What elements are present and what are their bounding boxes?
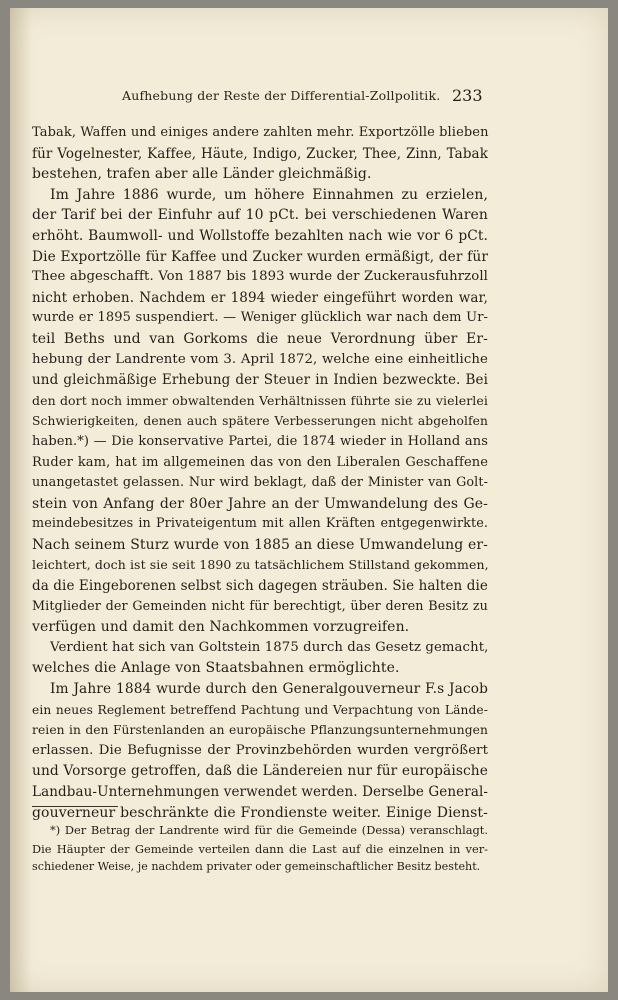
text-line: hebung der Landrente vom 3. April 1872, welche eine einheitliche bbox=[32, 351, 488, 367]
text-line: Im Jahre 1884 wurde durch den Generalgouverneur F.s Jacob bbox=[50, 681, 488, 698]
text-line: haben.*) — Die konservative Partei, die 1874 wieder in Holland ans bbox=[32, 433, 488, 449]
text-line: Die Exportzölle für Kaffee und Zucker wurden ermäßigt, der für bbox=[32, 248, 488, 265]
footnote bbox=[32, 821, 488, 877]
text-line: Ruder kam, hat im allgemeinen das von den Liberalen Geschaffene bbox=[32, 454, 488, 470]
page-number: 233 bbox=[452, 86, 483, 105]
text-line: Nach seinem Sturz wurde von 1885 an diese Umwandelung er- bbox=[32, 536, 488, 553]
text-line: bestehen, trafen aber alle Länder gleichmäßig. bbox=[32, 166, 372, 183]
body-text bbox=[32, 123, 488, 823]
footnote-line: Die Häupter der Gemeinde verteilen dann die Last auf die einzelnen in ver- bbox=[32, 841, 488, 856]
text-line: erlassen. Die Befugnisse der Provinzbehörden wurden vergrößert bbox=[32, 742, 488, 758]
text-line: ein neues Reglement betreffend Pachtung und Verpachtung von Lände- bbox=[32, 702, 488, 717]
text-line: Mitglieder der Gemeinden nicht für berechtigt, über deren Besitz zu bbox=[32, 598, 488, 614]
text-line: reien in den Fürstenlanden an europäische Pflanzungsunternehmungen bbox=[32, 723, 488, 738]
text-line: Verdient hat sich van Goltstein 1875 durch das Gesetz gemacht, bbox=[50, 639, 489, 655]
text-line: unangetastet gelassen. Nur wird beklagt, daß der Minister van Golt- bbox=[32, 475, 488, 491]
text-line: für Vogelnester, Kaffee, Häute, Indigo, Zucker, Thee, Zinn, Tabak bbox=[32, 145, 488, 162]
text-line: Landbau-Unternehmungen verwendet werden. Derselbe General- bbox=[32, 784, 489, 800]
text-line: meindebesitzes in Privateigentum mit allen Kräften entgegenwirkte. bbox=[32, 516, 488, 532]
text-line: den dort noch immer obwaltenden Verhältnissen führte sie zu vielerlei bbox=[32, 392, 488, 408]
text-line: erhöht. Baumwoll- und Wollstoffe bezahlten nach wie vor 6 pCt. bbox=[32, 227, 488, 244]
text-line: Thee abgeschafft. Von 1887 bis 1893 wurde der Zuckerausfuhrzoll bbox=[32, 269, 488, 285]
text-line: welches die Anlage von Staatsbahnen ermöglichte. bbox=[32, 660, 400, 677]
text-line: da die Eingeborenen selbst sich dagegen sträuben. Sie halten die bbox=[32, 578, 488, 595]
text-line: leichtert, doch ist sie seit 1890 zu tatsächlichem Stillstand gekommen, bbox=[32, 557, 489, 573]
text-line: Schwierigkeiten, denen auch spätere Verbesserungen nicht abgeholfen bbox=[32, 414, 488, 429]
text-line: verfügen und damit den Nachkommen vorzugreifen. bbox=[32, 619, 410, 636]
running-header: Aufhebung der Reste der Differential-Zollpolitik. bbox=[122, 88, 441, 103]
footnote-line: schiedener Weise, je nachdem privater oder gemeinschaftlicher Besitz besteht. bbox=[32, 860, 481, 874]
text-line: stein von Anfang der 80er Jahre an der Umwandelung des Ge- bbox=[32, 495, 488, 512]
book-page bbox=[10, 8, 608, 992]
page-gutter-shadow bbox=[10, 8, 32, 992]
text-line: Im Jahre 1886 wurde, um höhere Einnahmen zu erzielen, bbox=[50, 186, 488, 203]
footnote-line: *) Der Betrag der Landrente wird für die Gemeinde (Dessa) veranschlagt. bbox=[50, 823, 488, 837]
footnote-separator bbox=[32, 806, 118, 807]
text-line: Tabak, Waffen und einiges andere zahlten mehr. Exportzölle blieben bbox=[32, 125, 489, 140]
text-line: nicht erhoben. Nachdem er 1894 wieder eingeführt worden war, bbox=[32, 289, 488, 306]
text-line: teil Beths und van Gorkoms die neue Verordnung über Er- bbox=[32, 330, 488, 347]
text-line: und gleichmäßige Erhebung der Steuer in Indien bezweckte. Bei bbox=[32, 372, 488, 389]
text-line: wurde er 1895 suspendiert. — Weniger glücklich war nach dem Ur- bbox=[32, 310, 488, 326]
text-line: und Vorsorge getroffen, daß die Ländereien nur für europäische bbox=[32, 763, 488, 780]
text-line: der Tarif bei der Einfuhr auf 10 pCt. bei verschiedenen Waren bbox=[32, 207, 488, 224]
text-line: gouverneur beschränkte die Frondienste weiter. Einige Dienst- bbox=[32, 804, 488, 821]
